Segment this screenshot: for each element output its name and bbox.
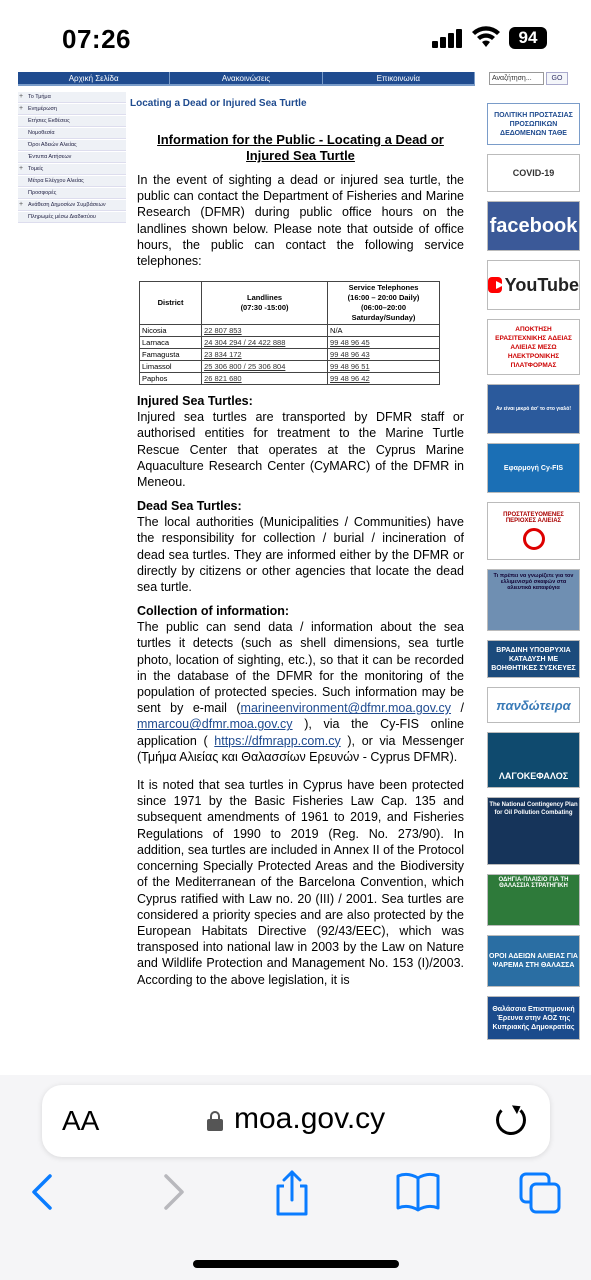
book-icon: [394, 1170, 442, 1214]
injured-title: Injured Sea Turtles:: [137, 394, 253, 409]
leftnav-item[interactable]: Μέτρα Ελέγχου Αλιείας: [18, 176, 126, 187]
top-navigation: [18, 72, 475, 86]
banner-facebook[interactable]: facebook: [487, 201, 580, 251]
home-indicator: [193, 1260, 399, 1268]
phone-link[interactable]: 23 834 172: [204, 350, 242, 360]
phone-link[interactable]: 99 48 96 51: [330, 362, 370, 372]
safari-toolbar: [0, 1170, 591, 1230]
back-button[interactable]: [22, 1170, 66, 1214]
banner-marine-strategy[interactable]: ΟΔΗΓΙΑ-ΠΛΑΙΣΙΟ ΓΙΑ ΤΗ ΘΑΛΑΣΣΙΑ ΣΤΡΑΤΗΓΙΚΗ: [487, 874, 580, 926]
phone-link[interactable]: 99 48 96 45: [330, 338, 370, 348]
reload-icon[interactable]: [496, 1105, 526, 1135]
email-link-mmarcou[interactable]: mmarcou@dfmr.moa.gov.cy: [137, 717, 293, 732]
telephone-table: [139, 281, 440, 385]
leftnav-item[interactable]: + Ενημέρωση: [18, 104, 126, 115]
dead-text: The local authorities (Municipalities / Communities) have the responsibility for collection / burial / incineration of dead sea turtles. They are informed either by the DFMR or directly by citizens or other agencies that locate the dead sea turtle.: [137, 515, 464, 595]
leftnav-item[interactable]: Ετήσιες Εκθέσεις: [18, 116, 126, 127]
banner-data-policy[interactable]: ΠΟΛΙΤΙΚΗ ΠΡΟΣΤΑΣΙΑΣ ΠΡΟΣΩΠΙΚΩΝ ΔΕΔΟΜΕΝΩΝ ΤΑΘΕ: [487, 103, 580, 145]
safari-bottom-bar: [0, 1075, 591, 1280]
nav-home[interactable]: Αρχική Σελίδα: [18, 72, 170, 84]
search-input[interactable]: Αναζήτηση...: [489, 72, 544, 85]
youtube-play-icon: [488, 277, 502, 293]
phone-link[interactable]: 99 48 96 43: [330, 350, 370, 360]
collection-text: The public can send data / information about the sea turtles it detects (such as shell dimensions, sea turtle photo, location of sighting, etc.), so that it can be recorded in the database of the DFMR for the monitoring of the population of protected species. Such information may be sent by e-mail (marineenvironment@dfmr.moa.gov.cy / mmarcou@dfmr.moa.gov.cy ), via the Cy-FIS online application ( https://dfmrapp.com.cy ), or via Messenger (Τμήμα Αλιείας και Θαλασσίων Ερευνών - Cyprus DFMR).: [137, 620, 464, 764]
dead-section: [137, 498, 464, 595]
table-row: Larnaca 24 304 294 / 24 422 888 99 48 96 45: [140, 337, 440, 349]
page-breadcrumb-title: Locating a Dead or Injured Sea Turtle: [130, 98, 307, 109]
table-header-service: Service Telephones (16:00 – 20:00 Daily) (06:00–20:00 Saturday/Sunday): [328, 282, 440, 325]
table-row: Limassol 25 306 800 / 25 306 804 99 48 96 51: [140, 361, 440, 373]
leftnav-item[interactable]: Πληρωμές μέσω Διαδικτύου: [18, 212, 126, 223]
table-row: Famagusta 23 834 172 99 48 96 43: [140, 349, 440, 361]
intro-paragraph: In the event of sighting a dead or injured sea turtle, the public can contact the Department of Fisheries and Marine Research (DFMR) during public office hours on the landlines shown below. Please note that outside of office hours, the public can contact the following service telephones:: [137, 173, 464, 269]
page-title: Information for the Public - Locating a Dead or Injured Sea Turtle: [157, 132, 444, 163]
injured-section: [137, 393, 464, 490]
table-header-district: District: [140, 282, 202, 325]
leftnav-item[interactable]: Προσφορές: [18, 188, 126, 199]
banner-fishing-terms[interactable]: ΟΡΟΙ ΑΔΕΙΩΝ ΑΛΙΕΙΑΣ ΓΙΑ ΨΑΡΕΜΑ ΣΤΗ ΘΑΛΑΣΣΑ: [487, 935, 580, 987]
cellular-signal-icon: [432, 28, 464, 48]
chevron-right-icon: [150, 1170, 194, 1214]
banner-oil-pollution[interactable]: The National Contingency Plan for Oil Pollution Combating: [487, 797, 580, 865]
banner-protected-areas[interactable]: ΠΡΟΣΤΑΤΕΥΟΜΕΝΕΣ ΠΕΡΙΟΧΕΣ ΑΛΙΕΙΑΣ: [487, 502, 580, 560]
phone-link[interactable]: 26 821 680: [204, 374, 242, 384]
email-link-marine[interactable]: marineenvironment@dfmr.moa.gov.cy: [240, 701, 452, 716]
collection-section: [137, 603, 464, 765]
forward-button[interactable]: [150, 1170, 194, 1214]
leftnav-item[interactable]: Έντυπα Αιτήσεων: [18, 152, 126, 163]
chevron-left-icon: [22, 1170, 66, 1214]
sidebar-banners: [487, 103, 580, 1049]
banner-port-info[interactable]: Τι πρέπει να γνωρίζετε για τον ελλιμενισμό σκαφών στα αλιευτικά καταφύγια: [487, 569, 580, 631]
table-header-landlines: Landlines (07:30 -15:00): [202, 282, 328, 325]
injured-text: Injured sea turtles are transported by DFMR staff or authorised entities for treatment to the Marine Turtle Rescue Center that operates at the Cyprus Marine Aquaculture Research Center (CyMARC) of the DFMR in Meneou.: [137, 410, 464, 490]
no-boat-icon: [523, 528, 545, 550]
leftnav-item[interactable]: Όροι Αδειών Αλιείας: [18, 140, 126, 151]
search-go-button[interactable]: GO: [546, 72, 568, 85]
leftnav-item[interactable]: + Τομείς: [18, 164, 126, 175]
main-content: [137, 132, 464, 988]
phone-link[interactable]: 99 48 96 42: [330, 374, 370, 384]
banner-youtube[interactable]: YouTube: [487, 260, 580, 310]
banner-marine-research[interactable]: Θαλάσσια Επιστημονική Έρευνα στην ΑΟΖ της Κυπριακής Δημοκρατίας: [487, 996, 580, 1040]
tabs-icon: [517, 1170, 563, 1216]
left-navigation: [18, 92, 126, 224]
banner-pandoteira[interactable]: πανδώτειρα: [487, 687, 580, 723]
share-icon: [270, 1170, 314, 1218]
banner-lagocephalus[interactable]: ΛΑΓΟΚΕΦΑΛΟΣ: [487, 732, 580, 788]
phone-link[interactable]: 22 807 853: [204, 326, 242, 336]
banner-cyfis-app[interactable]: Εφαρμογή Cy-FIS: [487, 443, 580, 493]
nav-announcements[interactable]: Ανακοινώσεις: [170, 72, 322, 84]
url-text[interactable]: moa.gov.cy: [234, 1102, 386, 1135]
banner-night-diving[interactable]: ΒΡΑΔΙΝΗ ΥΠΟΒΡΥΧΙΑ ΚΑΤΑΔΥΣΗ ΜΕ ΒΟΗΘΗΤΙΚΕΣ ΣΥΣΚΕΥΕΣ: [487, 640, 580, 678]
page-settings-button[interactable]: AA: [62, 1105, 100, 1136]
cyfis-app-link[interactable]: https://dfmrapp.com.cy: [214, 733, 341, 748]
bookmarks-button[interactable]: [394, 1170, 438, 1214]
phone-link[interactable]: 25 306 800 / 25 306 804: [204, 362, 286, 372]
leftnav-item[interactable]: Νομοθεσία: [18, 128, 126, 139]
battery-indicator: 94: [509, 27, 547, 49]
leftnav-item[interactable]: + Το Τμήμα: [18, 92, 126, 103]
collection-title: Collection of information:: [137, 604, 290, 619]
tabs-button[interactable]: [517, 1170, 561, 1214]
lock-icon: [207, 1111, 223, 1131]
banner-covid[interactable]: COVID-19: [487, 154, 580, 192]
wifi-icon: [472, 25, 500, 49]
status-bar: [0, 0, 591, 70]
address-bar[interactable]: [42, 1085, 550, 1157]
dead-title: Dead Sea Turtles:: [137, 499, 242, 514]
table-row: Nicosia 22 807 853 N/A: [140, 325, 440, 337]
banner-fishing-license[interactable]: ΑΠΟΚΤΗΣΗ ΕΡΑΣΙΤΕΧΝΙΚΗΣ ΑΔΕΙΑΣ ΑΛΙΕΙΑΣ ΜΕΣΩ ΗΛΕΚΤΡΟΝΙΚΗΣ ΠΛΑΤΦΟΡΜΑΣ: [487, 319, 580, 375]
web-page: [0, 70, 591, 1075]
closing-paragraph: It is noted that sea turtles in Cyprus have been protected since 1971 by the Basic Fisheries Law Cap. 135 and subsequent amendments of 1961 to 2019, and Fisheries Regulations of 1990 to 2019 (Reg. No. 273/90). In addition, sea turtles are included in Annex II of the Protocol concerning Specially Protected Areas and the Biodiversity of the Mediterranean of the Barcelona Convention, which Cyprus ratified with Law no. 20 (III) / 2001. Sea turtles are considered a priority species and are also protected by the European Habitats Directive (92/43/EEC), which was transposed into national law in 2003 by the Law on Nature and Wildlife Protection and Management No. 153 (I)/2003. According to the above legislation, it is: [137, 778, 464, 987]
nav-contact[interactable]: Επικοινωνία: [323, 72, 475, 84]
banner-small-fish[interactable]: Αν είναι μικρό άσ' το στο γιαλό!: [487, 384, 580, 434]
share-button[interactable]: [270, 1170, 314, 1214]
status-time: 07:26: [62, 24, 131, 54]
phone-link[interactable]: 24 304 294 / 24 422 888: [204, 338, 286, 348]
leftnav-item[interactable]: + Ανάθεση Δημοσίων Συμβάσεων: [18, 200, 126, 211]
table-row: Paphos 26 821 680 99 48 96 42: [140, 373, 440, 385]
